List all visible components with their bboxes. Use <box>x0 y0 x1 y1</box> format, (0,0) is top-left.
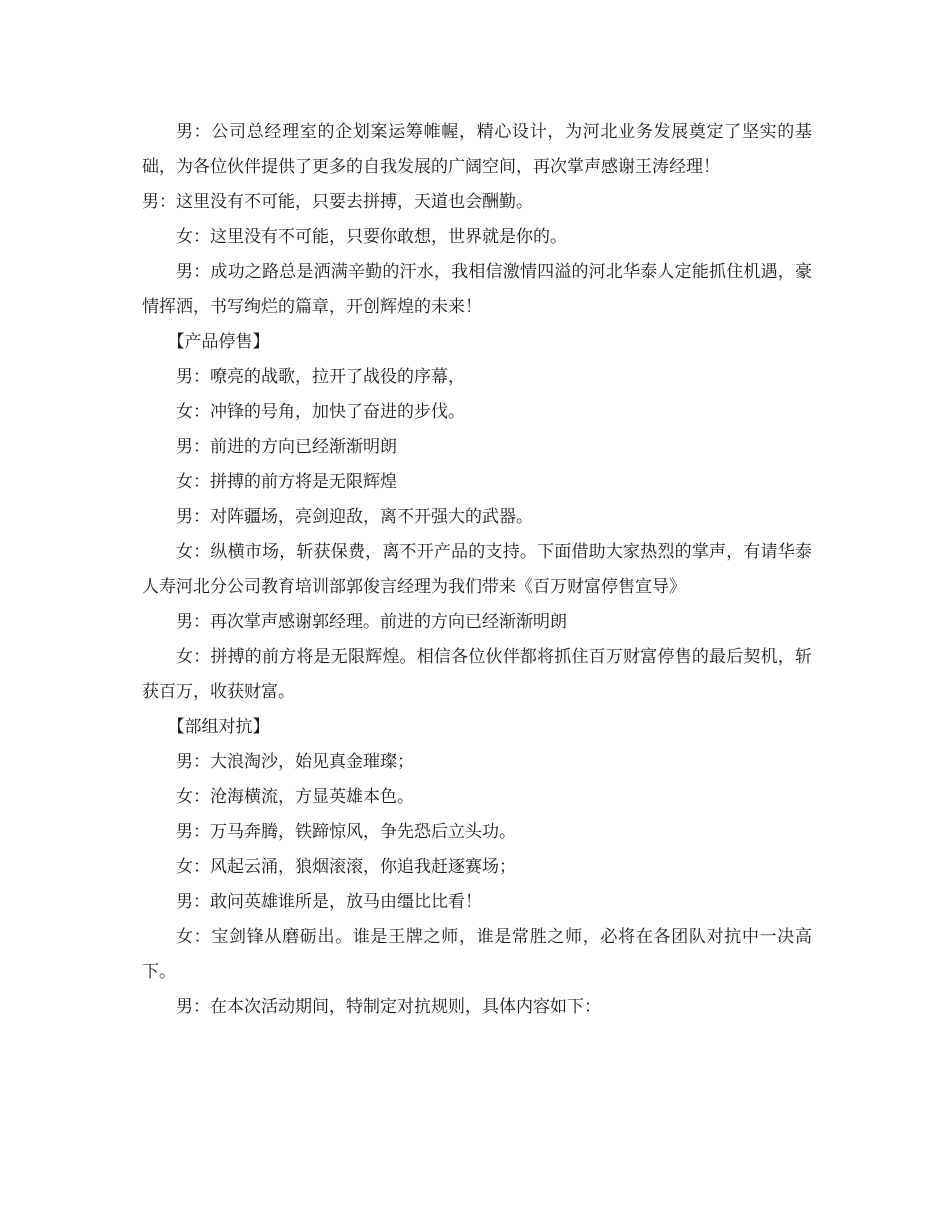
paragraph-3: 女：这里没有不可能，只要你敢想，世界就是你的。 <box>176 227 567 247</box>
paragraph-8: 女：拼搏的前方将是无限辉煌 <box>176 472 397 492</box>
paragraph-2: 男：这里没有不可能，只要去拼搏，天道也会酬勤。 <box>142 192 533 212</box>
section-heading-team-contest: 【部组对抗】 <box>167 717 270 737</box>
paragraph-1: 男：公司总经理室的企划案运筹帷幄，精心设计，为河北业务发展奠定了坚实的基础，为各位伙伴提供了更多的自我发展的广阔空间，再次掌声感谢王涛经理！ <box>142 122 812 177</box>
paragraph-17: 男：敢问英雄谁所是，放马由缰比比看！ <box>176 892 482 912</box>
paragraph-5: 男：嘹亮的战歌，拉开了战役的序幕， <box>176 367 465 387</box>
paragraph-19: 男：在本次活动期间，特制定对抗规则，具体内容如下： <box>176 997 601 1017</box>
paragraph-6: 女：冲锋的号角，加快了奋进的步伐。 <box>176 402 465 422</box>
paragraph-18: 女：宝剑锋从磨砺出。谁是王牌之师，谁是常胜之师，必将在各团队对抗中一决高下。 <box>142 927 812 982</box>
paragraph-9: 男：对阵疆场，亮剑迎敌，离不开强大的武器。 <box>176 507 533 527</box>
document-body <box>142 115 812 1025</box>
paragraph-10: 女：纵横市场，斩获保费，离不开产品的支持。下面借助大家热烈的掌声，有请华泰人寿河北分公司教育培训部郭俊言经理为我们带来《百万财富停售宣导》 <box>142 542 812 597</box>
paragraph-11: 男：再次掌声感谢郭经理。前进的方向已经渐渐明朗 <box>176 612 567 632</box>
paragraph-12: 女：拼搏的前方将是无限辉煌。相信各位伙伴都将抓住百万财富停售的最后契机，斩获百万，收获财富。 <box>142 647 812 702</box>
paragraph-15: 男：万马奔腾，铁蹄惊风，争先恐后立头功。 <box>176 822 516 842</box>
paragraph-4: 男：成功之路总是洒满辛勤的汗水，我相信激情四溢的河北华泰人定能抓住机遇，豪情挥洒，书写绚烂的篇章，开创辉煌的未来！ <box>142 262 812 317</box>
paragraph-16: 女：风起云涌，狼烟滚滚，你追我赶逐赛场； <box>176 857 516 877</box>
paragraph-14: 女：沧海横流，方显英雄本色。 <box>176 787 414 807</box>
paragraph-7: 男：前进的方向已经渐渐明朗 <box>176 437 397 457</box>
paragraph-13: 男：大浪淘沙，始见真金璀璨； <box>176 752 414 772</box>
section-heading-product-stop: 【产品停售】 <box>167 332 270 352</box>
